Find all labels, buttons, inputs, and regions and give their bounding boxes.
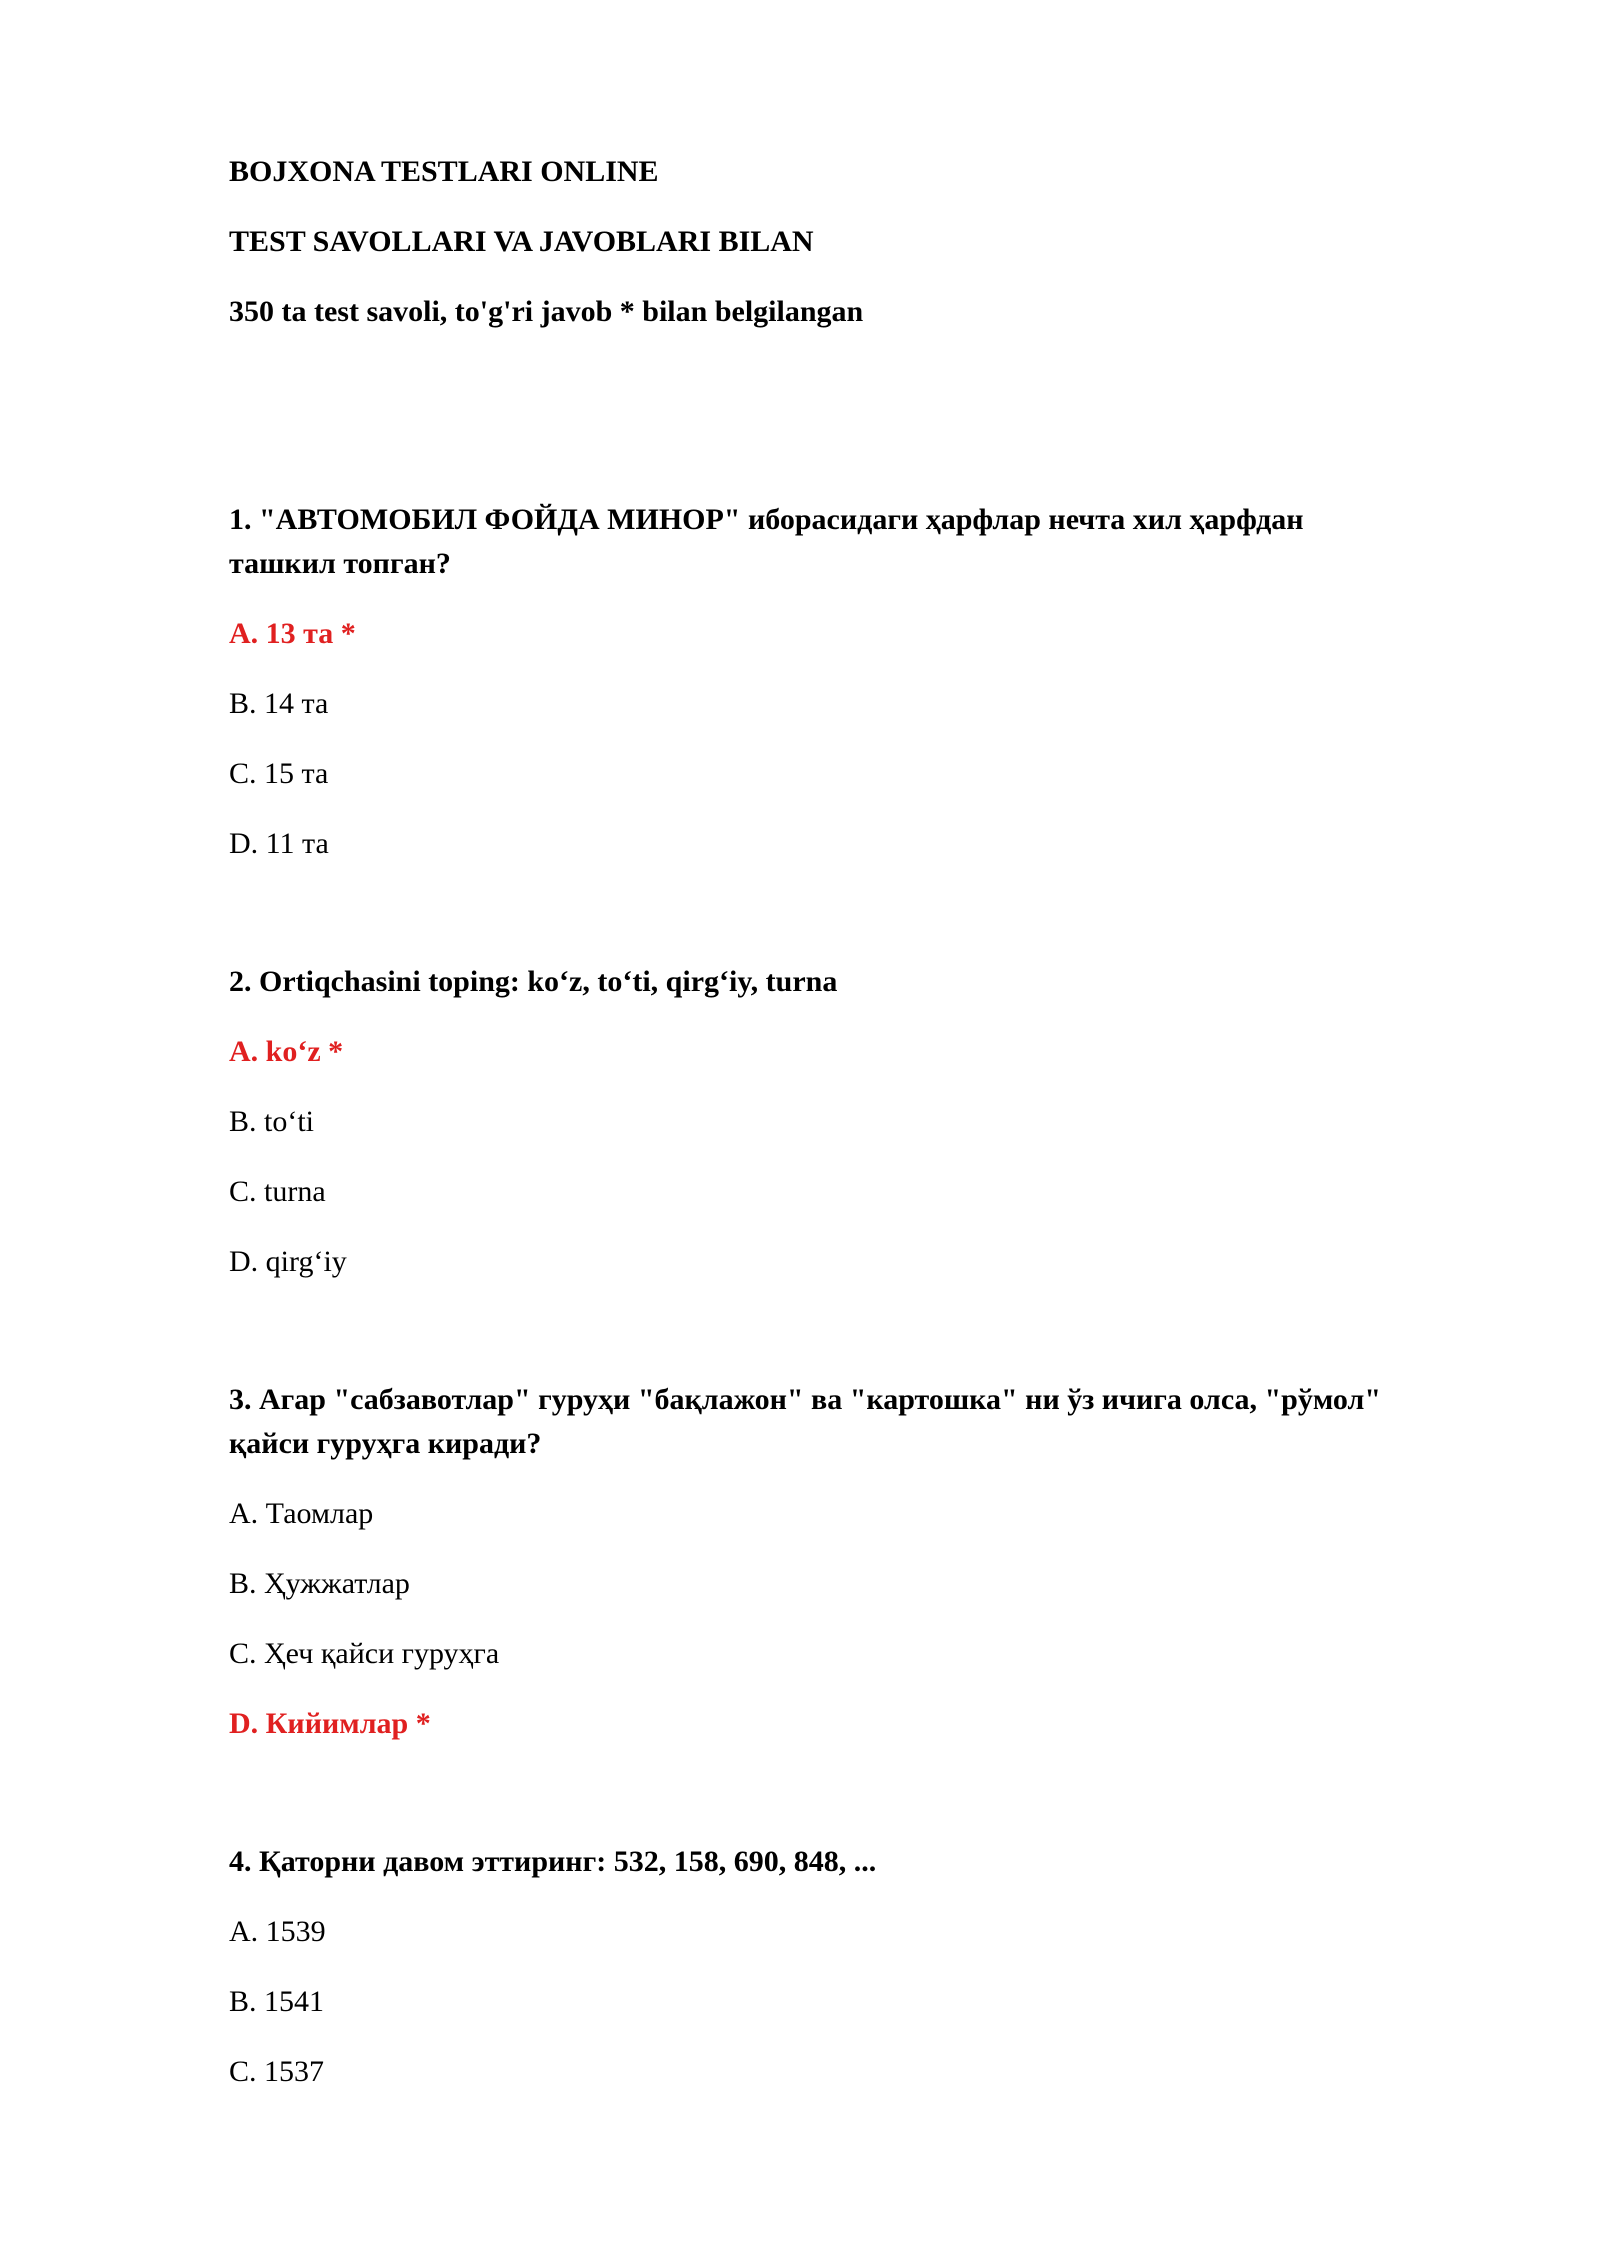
question-4-option-b: B. 1541 <box>229 1985 325 2018</box>
document-subtitle: TEST SAVOLLARI VA JAVOBLARI BILAN <box>229 225 814 258</box>
question-4-option-c: C. 1537 <box>229 2055 325 2088</box>
question-1-text-line-1: 1. "АВТОМОБИЛ ФОЙДА МИНОР" иборасидаги ҳарфлар нечта хил ҳарфдан <box>229 503 1304 536</box>
question-1-text-line-2: ташкил топган? <box>229 547 451 580</box>
question-2-text-line-1: 2. Ortiqchasini toping: ko‘z, to‘ti, qirg‘iy, turna <box>229 965 838 998</box>
question-2-option-a: A. ko‘z * <box>229 1035 344 1068</box>
document-title: BOJXONA TESTLARI ONLINE <box>229 155 659 188</box>
question-1-option-c: C. 15 та <box>229 757 329 790</box>
question-3-text-line-2: қайси гуруҳга киради? <box>229 1427 542 1460</box>
question-2-option-b: B. to‘ti <box>229 1105 315 1138</box>
document-note: 350 ta test savoli, to'g'ri javob * bilan belgilangan <box>229 295 864 328</box>
question-3-option-a: A. Таомлар <box>229 1497 374 1530</box>
question-3-option-c: C. Ҳеч қайси гуруҳга <box>229 1637 500 1670</box>
question-2-option-d: D. qirg‘iy <box>229 1245 347 1278</box>
question-3-text-line-1: 3. Агар "сабзавотлар" гуруҳи "бақлажон" ва "картошка" ни ўз ичига олса, "рўмол" <box>229 1383 1381 1416</box>
question-3-option-d: D. Кийимлар * <box>229 1707 431 1740</box>
question-4-option-a: A. 1539 <box>229 1915 326 1948</box>
question-2-option-c: C. turna <box>229 1175 326 1208</box>
question-1-option-a: A. 13 та * <box>229 617 356 650</box>
question-1-option-b: B. 14 та <box>229 687 329 720</box>
question-4-text-line-1: 4. Қаторни давом эттиринг: 532, 158, 690, 848, ... <box>229 1845 877 1878</box>
question-3-option-b: B. Ҳужжатлар <box>229 1567 410 1600</box>
question-1-option-d: D. 11 та <box>229 827 329 860</box>
